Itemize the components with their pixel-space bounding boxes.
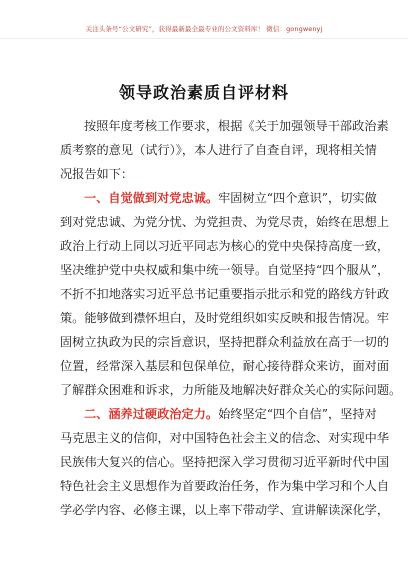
section-1-line: 到对党忠诚、为党分忧、为党担责、为党尽责，始终在思想上 [60,215,390,229]
section-2-heading: 二、涵养过硬政治定力。 [84,407,219,421]
section-1-line: 不折不扣地落实习近平总书记重要指示批示和党的路线方针政 [60,287,390,301]
document-title: 领导政治素质自评材料 [118,83,289,102]
section-2-line: 特色社会主义思想作为首要政治任务，作为集中学习和个人自 [60,479,390,493]
section-2-first-line-text: 始终坚定“四个自信”，坚持对 [218,407,377,421]
section-1-heading: 一、自觉做到对党忠诚。 [84,191,219,205]
section-1-line: 了解群众困难和诉求，力所能及地解决好群众关心的实际问题。 [60,383,402,397]
banner-text: 关注头条号“公文研究”，获得最新最全最专业的公文资料库！ 微信：gongwenyj [85,25,323,33]
section-2-line: 民族伟大复兴的信心。坚持把深入学习贯彻习近平新时代中国 [60,455,390,469]
section-2-line: 马克思主义的信仰，对中国特色社会主义的信念、对实现中华 [60,431,390,445]
section-1-line: 坚决维护党中央权威和集中统一领导。自觉坚持“四个服从”， [60,263,390,277]
section-1-line: 政治上行动上同以习近平同志为核心的党中央保持高度一致， [60,239,390,253]
top-banner [0,0,408,39]
section-1-first-line [60,186,377,210]
section-1-line: 位置，经常深入基层和包保单位，耐心接待群众来访，面对面 [60,359,390,373]
document-body [60,114,402,522]
section-2-first-line [60,402,377,426]
section-1-first-line-text: 牢固树立“四个意识”，切实做 [218,191,377,205]
intro-line: 况报告如下： [60,167,134,181]
intro-line: 按照年度考核工作要求，根据《关于加强领导干部政治素 [84,119,389,133]
section-1-line: 策。能够做到襟怀坦白，及时党组织如实反映和报告情况。牢 [60,311,390,325]
section-2-line: 学必学内容、必修主课，以上率下带动学、宣讲解读深化学， [60,503,390,517]
intro-line: 质考察的意见（试行）》，本人进行了自查自评，现将相关情 [60,143,377,157]
section-1-line: 固树立执政为民的宗旨意识，坚持把群众利益放在高于一切的 [60,335,390,349]
